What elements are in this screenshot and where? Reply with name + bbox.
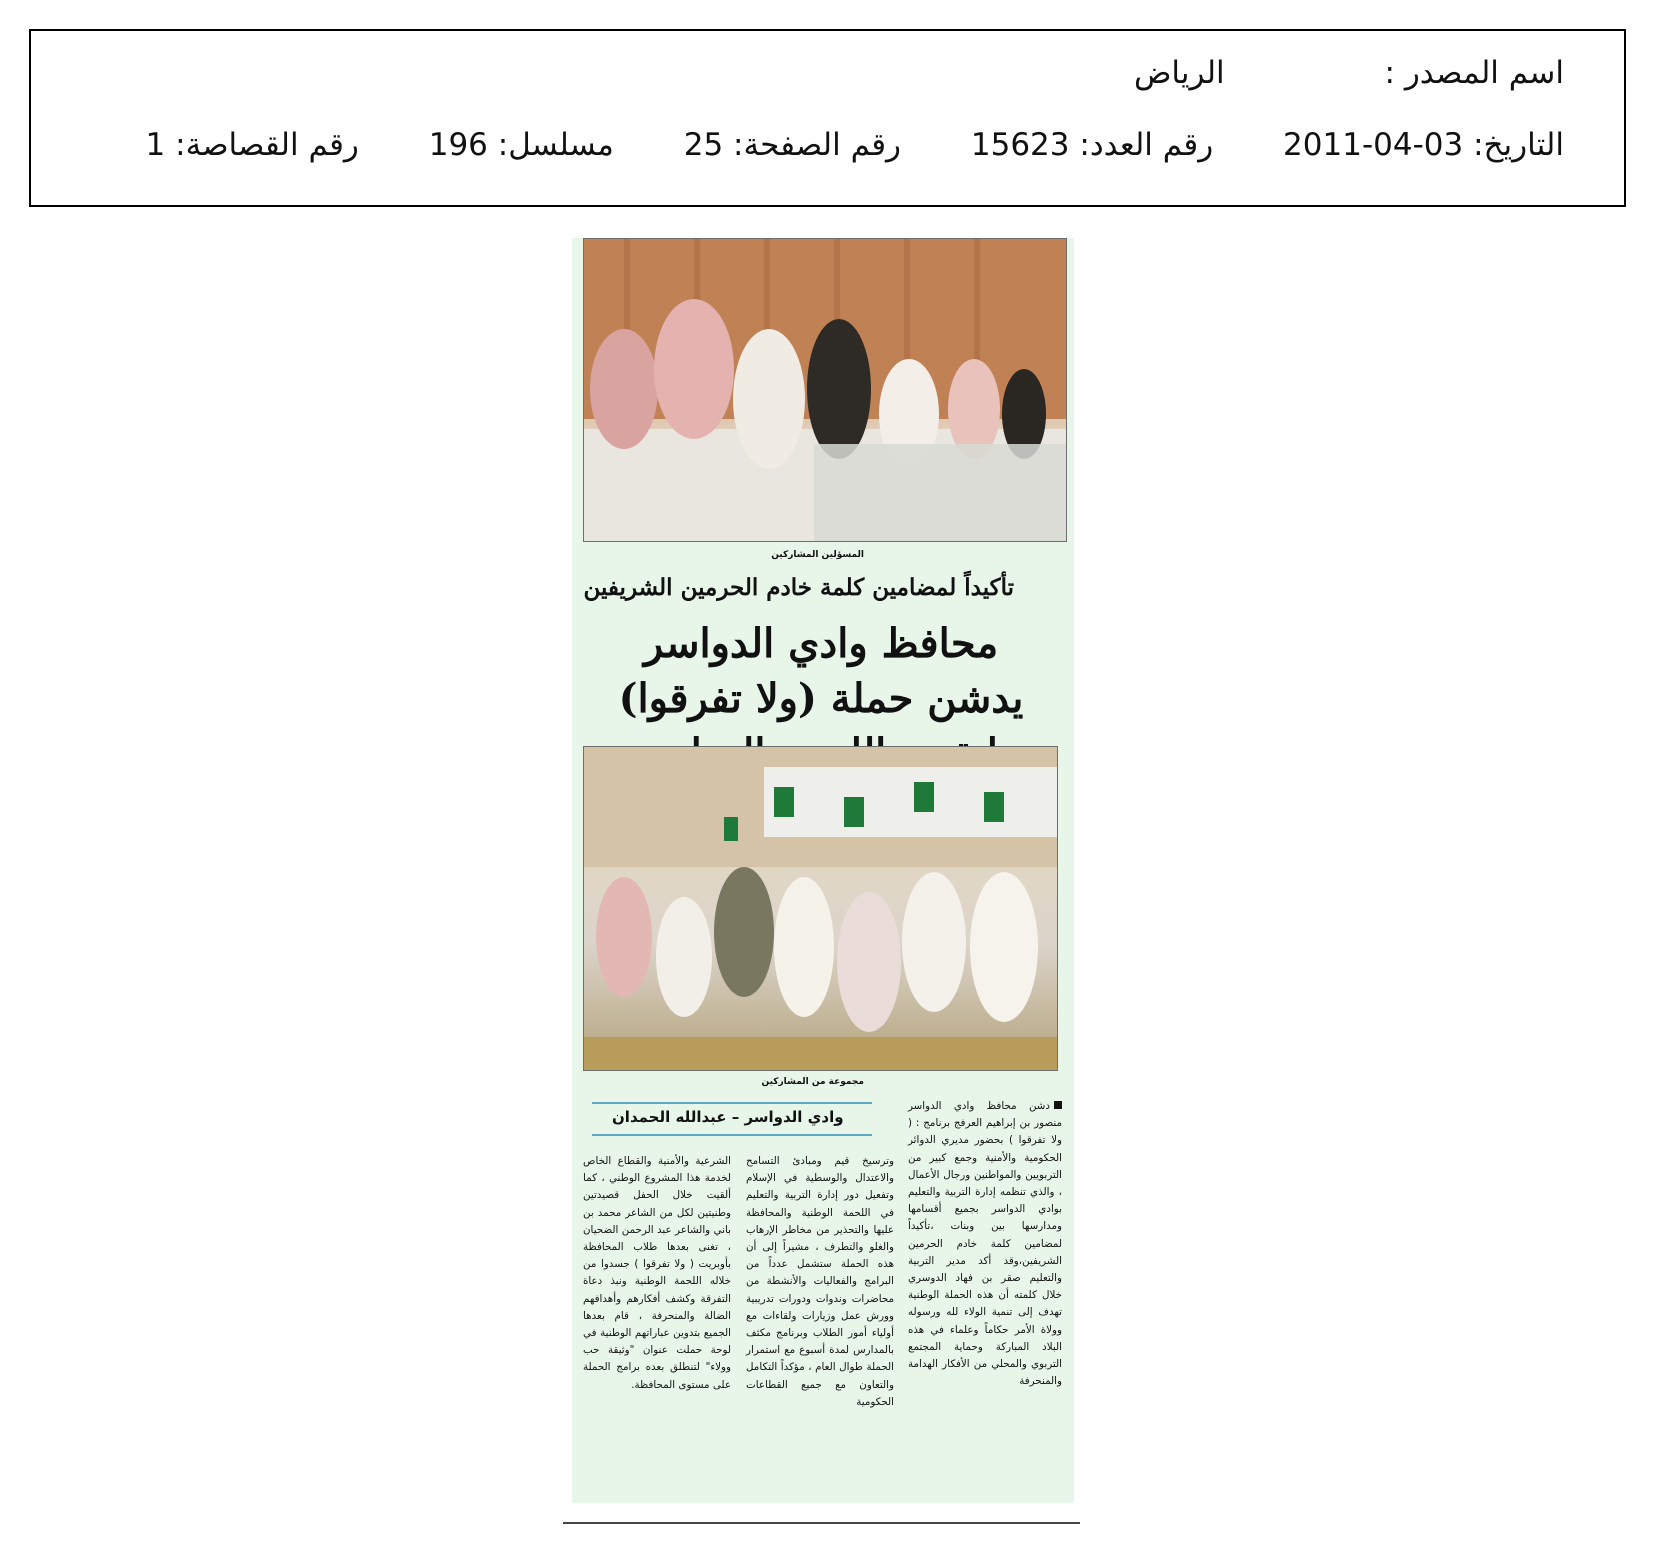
serial-label: مسلسل: [497, 127, 614, 163]
article-headline: محافظ وادي الدواسر يدشن حملة (ولا تفرقوا) [618, 620, 1024, 722]
article-column-3: الشرعية والأمنية والقطاع الخاص لخدمة هذا المشروع الوطني ، كما ألقيت خلال الحفل قصيدتين وطنيتين لكل من الشاعر محمد بن باني والشاعر عبد الرحمن الضحيان ، تغنى بعدها طلاب المحافظة بأوبريت ( ولا تفرقوا ) جسدوا من خلاله اللحمة الوطنية ونبذ دعاة التفرقة وكشف أفكارهم وأهدافهم الضالة والمنحرفة ، قام بعدها الجميع بتدوين عباراتهم الوطنية في لوحة حملت عنوان "وثيقة حب وولاء" لتنطلق بعده برامج الحملة على مستوى المحافظة. [583, 1155, 731, 1391]
byline-rule-bottom [592, 1134, 872, 1136]
source-metadata-box [29, 29, 1626, 207]
date-label: التاريخ: [1473, 127, 1564, 163]
page-value: 25 [683, 127, 724, 163]
byline: وادي الدواسر – عبدالله الحمدان [612, 1108, 844, 1126]
details-row [146, 127, 1564, 163]
byline-rule-top [592, 1102, 872, 1104]
lead-square-icon [1054, 1101, 1062, 1109]
officials-photo [583, 238, 1067, 542]
date-value: 2011-04-03 [1283, 127, 1464, 163]
issue-value: 15623 [970, 127, 1070, 163]
source-value: الرياض [1133, 55, 1225, 91]
column1-text: دشن محافظ وادي الدواسر منصور بن إبراهيم العرفج برنامج : ( ولا تفرقوا ) بحضور مديري الدوائر الحكومية والأمنية وجمع كبير من التربويين والمواطنين ورجال الأعمال ، والذي تنظمه إدارة التربية والتعليم بوادي الدواسر بجميع أقسامها ومدارسها بين وبنات ،تأكيداً لمضامين كلمة خادم الحرمين الشريفين،وقد أكد مدير التربية والتعليم صقر بن فهاد الدوسري خلال كلمته أن هذه الحملة الوطنية تهدف إلى تنمية الولاء لله ورسوله وولاة الأمر حكاماً وعلماء في هذه البلاد المباركة وحماية المجتمع التربوي والمحلي من الأفكار الهدامة والمنحرفة [908, 1100, 1062, 1388]
photo2-caption: مجموعة من المشاركين [761, 1077, 864, 1087]
bottom-rule [563, 1522, 1080, 1524]
participants-photo [583, 746, 1058, 1071]
newspaper-clipping [572, 238, 1074, 1503]
officials-photo-illustration [584, 239, 1066, 541]
photo1-caption: المسؤلين المشاركين [771, 550, 864, 560]
source-row [1134, 55, 1564, 91]
participants-photo-illustration [584, 747, 1057, 1070]
article-column-1 [908, 1098, 1062, 1390]
article-kicker: تأكيداً لمضامين كلمة خادم الحرمين الشريفين [583, 574, 1014, 601]
article-column-2: وترسيخ قيم ومبادئ التسامح والاعتدال والوسطية في الإسلام وتفعيل دور إدارة التربية والتعليم في اللحمة الوطنية والمحافظة عليها والتحذير من مخاطر الإرهاب والغلو والتطرف ، مشيراً إلى أن هذه الحملة ستشمل عدداً من البرامج والفعاليات والأنشطة من محاضرات وندوات ودورات تدريبية وورش عمل وزيارات ولقاءات مع أولياء أمور الطلاب وبرنامج مكثف بالمدارس لمدة أسبوع مع استمرار الحملة طوال العام ، مؤكداً التكامل والتعاون مع جميع القطاعات الحكومية [746, 1155, 894, 1408]
issue-label: رقم العدد: [1079, 127, 1214, 163]
clip-label: رقم القصاصة: [175, 127, 359, 163]
page-label: رقم الصفحة: [733, 127, 902, 163]
clip-value: 1 [145, 127, 166, 163]
source-label: اسم المصدر : [1384, 55, 1564, 91]
serial-value: 196 [428, 127, 488, 163]
